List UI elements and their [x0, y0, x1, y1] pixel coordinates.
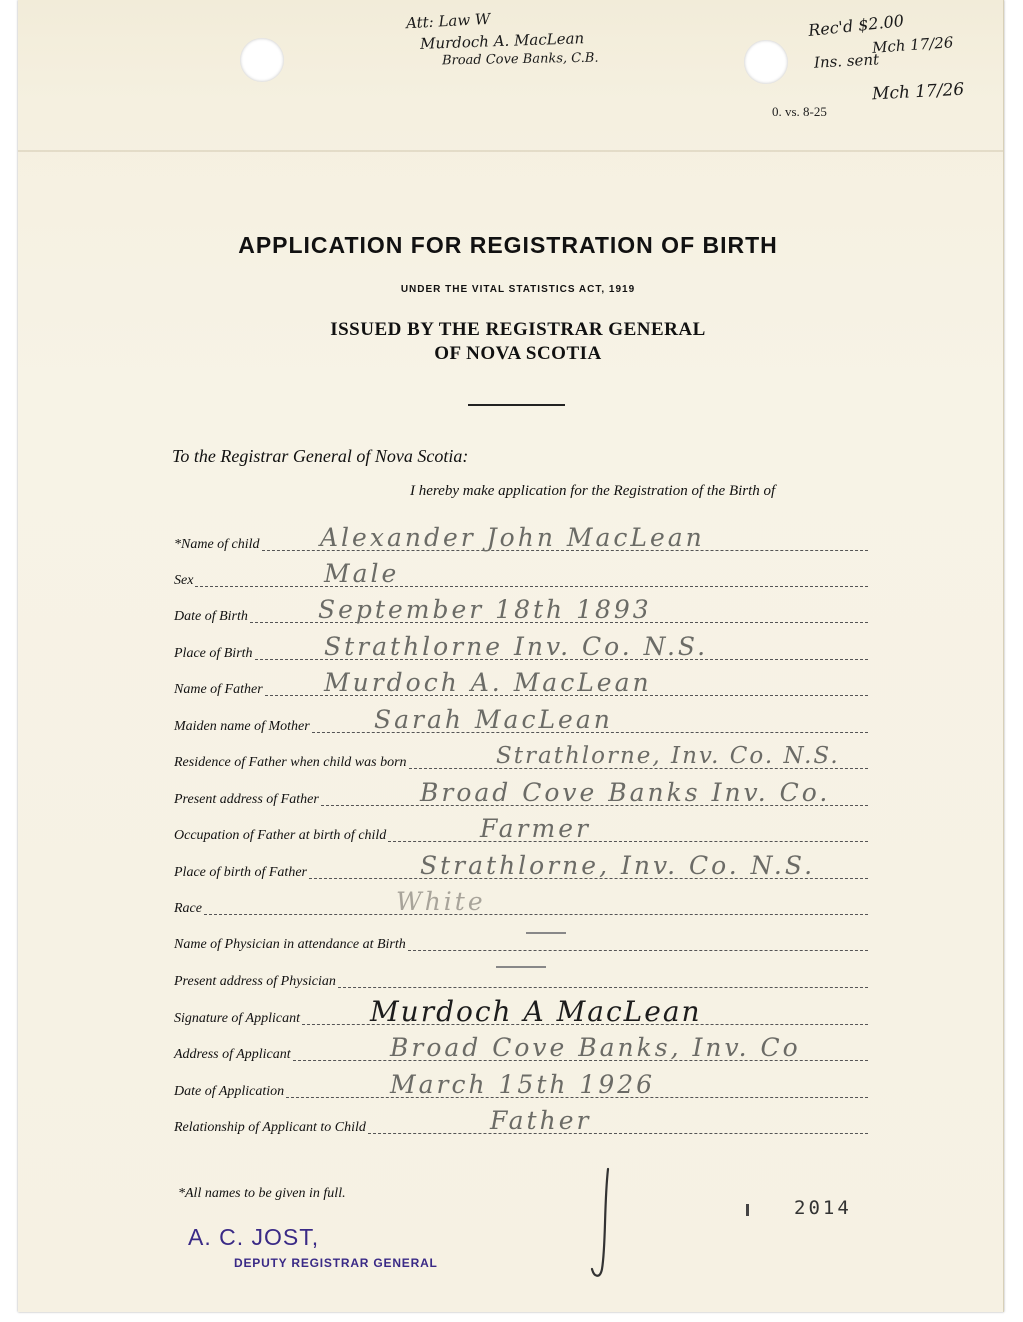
field-label: Race	[174, 901, 202, 916]
field-label: Date of Birth	[174, 609, 248, 624]
physician-dash	[526, 932, 566, 934]
field-value: Male	[324, 559, 400, 588]
field-value: Father	[490, 1106, 592, 1135]
field-label: Place of Birth	[174, 646, 253, 661]
field-label: Name of Physician in attendance at Birth	[174, 937, 406, 952]
registration-number: 2014	[794, 1197, 852, 1219]
field-value: September 18th 1893	[318, 595, 652, 624]
note-date-2: Mch 17/26	[871, 79, 965, 105]
stamp-title: DEPUTY REGISTRAR GENERAL	[234, 1256, 438, 1270]
note-address: Broad Cove Banks, C.B.	[441, 50, 599, 69]
field-label: Signature of Applicant	[174, 1011, 300, 1026]
field-value: Murdoch A. MacLean	[324, 668, 652, 697]
field-value: Broad Cove Banks Inv. Co.	[420, 778, 831, 807]
dotted-line	[338, 986, 868, 988]
intro-text: I hereby make application for the Registration of the Birth of	[410, 483, 776, 499]
field-date-of-birth	[174, 595, 868, 626]
document-page	[18, 0, 1004, 1312]
note-name: Murdoch A. MacLean	[419, 29, 585, 53]
punch-hole-right	[744, 40, 788, 84]
field-label: Address of Applicant	[174, 1047, 291, 1062]
form-number: 0. vs. 8-25	[772, 104, 827, 119]
field-value: Broad Cove Banks, Inv. Co	[390, 1033, 801, 1062]
field-name-of-physician	[174, 934, 868, 954]
field-place-of-birth	[174, 632, 868, 663]
note-date-1: Mch 17/26	[871, 33, 954, 57]
note-ins: Ins. sent	[813, 50, 880, 72]
act-subtitle: UNDER THE VITAL STATISTICS ACT, 1919	[400, 284, 636, 295]
field-label: Date of Application	[174, 1084, 285, 1099]
field-value: Strathlorne Inv. Co. N.S.	[324, 632, 709, 661]
field-occupation-of-father	[174, 814, 868, 845]
field-relationship-to-child	[174, 1106, 868, 1137]
punch-hole-left	[240, 38, 284, 82]
field-present-address-of-father	[174, 778, 868, 809]
dotted-line	[368, 1132, 868, 1134]
field-place-of-birth-of-father	[174, 851, 868, 882]
field-signature-of-applicant	[174, 995, 868, 1028]
dotted-line	[388, 840, 868, 842]
field-label: Residence of Father when child was born	[174, 755, 407, 770]
field-label: Name of Father	[174, 682, 263, 697]
field-value: Strathlorne, Inv. Co. N.S.	[420, 851, 816, 880]
field-label: Sex	[174, 573, 194, 588]
field-value: Farmer	[480, 814, 591, 843]
field-value: Strathlorne, Inv. Co. N.S.	[496, 743, 840, 769]
tick-mark	[746, 1204, 749, 1216]
field-maiden-name-of-mother	[174, 705, 868, 736]
field-label: Present address of Father	[174, 792, 319, 807]
field-date-of-application	[174, 1070, 868, 1101]
field-sex	[174, 559, 868, 590]
field-value: Sarah MacLean	[374, 705, 613, 734]
field-value: March 15th 1926	[390, 1070, 656, 1099]
footnote: *All names to be given in full.	[178, 1186, 346, 1201]
field-value: Murdoch A MacLean	[370, 995, 702, 1028]
field-label: Maiden name of Mother	[174, 719, 310, 734]
field-label: *Name of child	[174, 537, 260, 552]
field-name-of-father	[174, 668, 868, 699]
field-name-of-child	[174, 523, 868, 554]
field-value: Alexander John MacLean	[320, 523, 705, 552]
bracket-mark	[586, 1165, 626, 1285]
dotted-line	[204, 913, 868, 915]
note-attention: Att: Law W	[405, 9, 491, 33]
dotted-line	[195, 585, 868, 587]
stamp-name: A. C. JOST,	[188, 1224, 320, 1250]
field-address-of-physician	[174, 971, 868, 991]
note-received: Rec'd $2.00	[807, 11, 905, 40]
field-label: Occupation of Father at birth of child	[174, 828, 387, 843]
field-address-of-applicant	[174, 1033, 868, 1064]
field-value: White	[396, 887, 486, 916]
issuer-heading	[258, 318, 778, 366]
field-label: Relationship of Applicant to Child	[174, 1120, 366, 1135]
field-label: Present address of Physician	[174, 974, 336, 989]
field-race	[174, 887, 868, 918]
issuer-line-2: OF NOVA SCOTIA	[434, 343, 602, 364]
heading-divider	[468, 404, 565, 406]
issuer-line-1: ISSUED BY THE REGISTRAR GENERAL	[330, 319, 706, 340]
paper-fold	[18, 150, 1003, 152]
field-label: Place of birth of Father	[174, 865, 307, 880]
field-residence-of-father	[174, 743, 868, 772]
salutation: To the Registrar General of Nova Scotia:	[172, 446, 469, 466]
dotted-line	[408, 949, 868, 951]
form-title: APPLICATION FOR REGISTRATION OF BIRTH	[238, 232, 778, 258]
physician-address-dash	[496, 966, 546, 968]
